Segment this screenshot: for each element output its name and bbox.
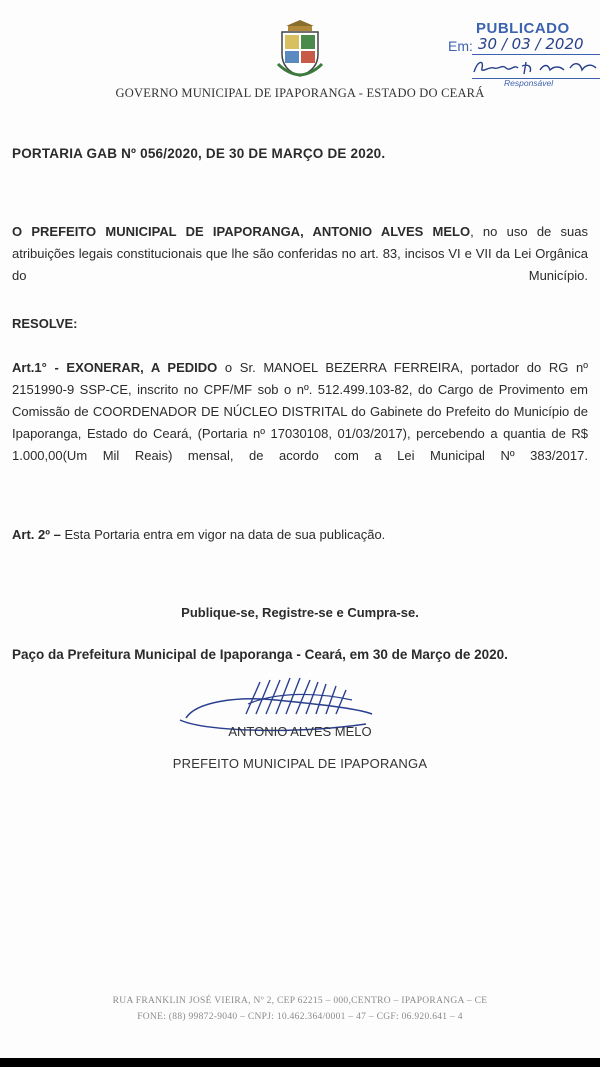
intro-paragraph: [12, 221, 588, 287]
stamp-responsible-label: Responsável: [504, 78, 554, 88]
government-header: GOVERNO MUNICIPAL DE IPAPORANGA - ESTADO DO CEARÁ: [115, 86, 485, 100]
article-1-label: Art.1° - EXONERAR, A PEDIDO: [12, 360, 218, 375]
stamp-date: 30 / 03 / 2020: [478, 35, 584, 53]
stamp-divider: [472, 54, 600, 55]
municipal-crest-icon: [276, 18, 324, 78]
article-1: [12, 357, 588, 467]
stamp-title: PUBLICADO: [476, 20, 570, 37]
signer-title: PREFEITO MUNICIPAL DE IPAPORANGA: [172, 756, 428, 771]
article-2: [12, 524, 588, 546]
footer-contacts: FONE: (88) 99872-9040 – CNPJ: 10.462.364/0001 – 47 – CGF: 06.920.641 – 4: [137, 1012, 463, 1022]
published-stamp: [448, 18, 600, 90]
intro-text: , no uso de suas atribuições legais constitucionais que lhe são conferidas no art. 83, incisos VI e VII da Lei Orgânica do Município.: [12, 224, 588, 283]
resolve-heading: RESOLVE:: [12, 316, 78, 331]
intro-bold: O PREFEITO MUNICIPAL DE IPAPORANGA, ANTONIO ALVES MELO: [12, 224, 471, 239]
paco-line: Paço da Prefeitura Municipal de Ipaporanga - Ceará, em 30 de Março de 2020.: [12, 647, 508, 662]
stamp-date-label: Em:: [448, 38, 473, 54]
publique-line: Publique-se, Registre-se e Cumpra-se.: [181, 605, 419, 620]
stamp-signature-icon: [468, 56, 600, 78]
article-1-text: o Sr. MANOEL BEZERRA FERREIRA, portador do RG nº 2151990-9 SSP-CE, inscrito no CPF/MF sob o nº. 512.499.103-82, do Cargo de Provimento em Comissão de COORDENADOR DE NÚCLEO DISTRITAL do Gabinete do Prefeito do Município de Ipaporanga, Estado do Ceará, (Portaria nº 17030108, 01/03/2017), percebendo a quantia de R$ 1.000,00(Um Mil Reais) mensal, de acordo com a Lei Municipal Nº 383/2017.: [12, 360, 588, 463]
portaria-title: PORTARIA GAB Nº 056/2020, DE 30 DE MARÇO DE 2020.: [12, 146, 386, 161]
signer-name: ANTONIO ALVES MELO: [228, 724, 372, 739]
footer-address: RUA FRANKLIN JOSÉ VIEIRA, Nº 2, CEP 62215 – 000,CENTRO – IPAPORANGA – CE: [112, 996, 488, 1006]
article-2-label: Art. 2º –: [12, 527, 61, 542]
bottom-bar: [0, 1058, 600, 1067]
article-2-text: Esta Portaria entra em vigor na data de sua publicação.: [60, 527, 386, 542]
